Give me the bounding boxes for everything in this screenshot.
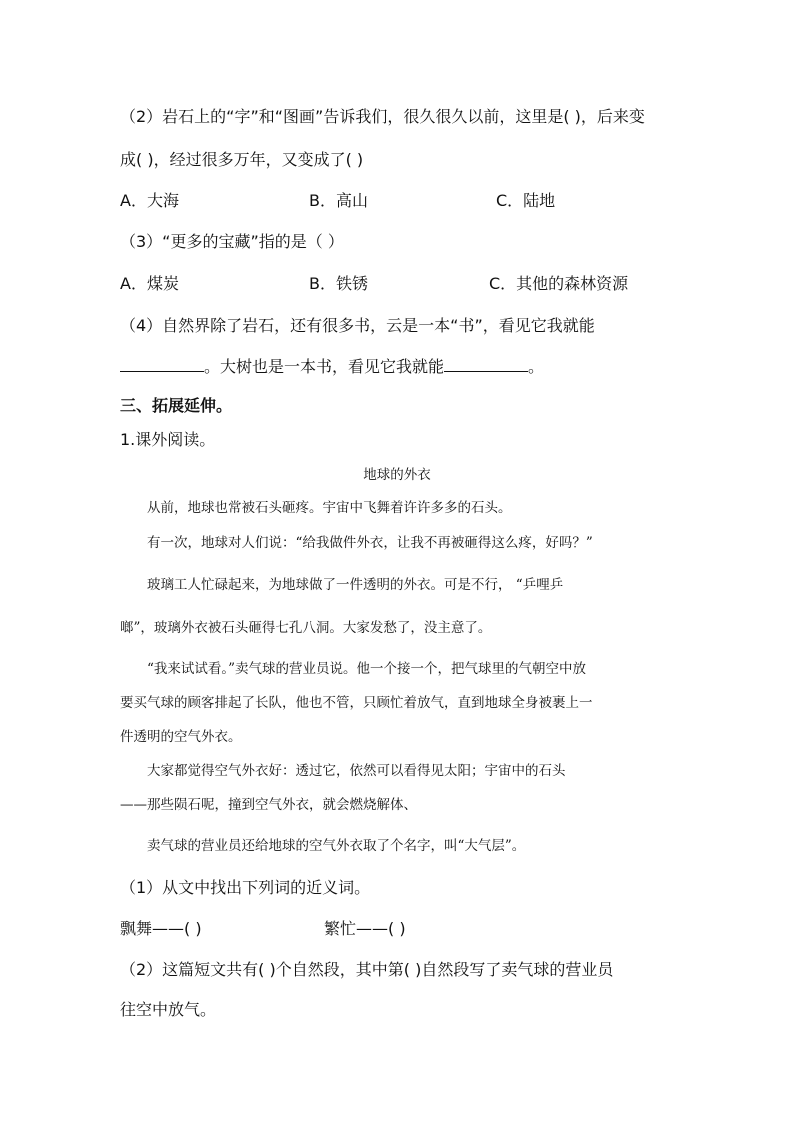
passage-para-4a: “我来试试看。”卖气球的营业员说。他一个接一个，把气球里的气朝空中放 (147, 661, 587, 677)
section-3-heading: 三、拓展延伸。 (120, 396, 233, 415)
qs2-line1: （2）这篇短文共有( )个自然段，其中第( )自然段写了卖气球的营业员 (120, 960, 614, 979)
passage-para-6: 卖气球的营业员还给地球的空气外衣取了个名字，叫“大气层”。 (147, 838, 526, 854)
passage-para-3a: 玻璃工人忙碌起来，为地球做了一件透明的外衣。可是不行， “乒哩乒 (147, 577, 564, 593)
answer-blank-2[interactable] (444, 357, 528, 372)
q4-line2-end: 。 (528, 357, 545, 376)
q4-line2-mid: 。大树也是一本书，看见它我就能 (204, 357, 445, 376)
q4-line1: （4）自然界除了岩石，还有很多书，云是一本“书”，看见它我就能 (120, 316, 595, 335)
q2-line1: （2）岩石上的“字”和“图画”告诉我们，很久很久以前，这里是( )，后来变 (120, 107, 645, 126)
qs2-line2: 往空中放气。 (120, 1000, 217, 1019)
passage-para-4c: 件透明的空气外衣。 (120, 729, 242, 745)
q2-option-c: C．陆地 (496, 191, 556, 210)
q3-line1: （3）“更多的宝藏”指的是（ ） (120, 232, 344, 251)
q3-option-a: A．煤炭 (120, 274, 179, 293)
section-3-subheading: 1.课外阅读。 (120, 430, 216, 449)
q3-option-c: C．其他的森林资源 (489, 274, 629, 293)
passage-para-4b: 要买气球的顾客排起了长队，他也不管，只顾忙着放气，直到地球全身被裹上一 (120, 695, 593, 711)
q2-line2: 成( )，经过很多万年，又变成了( ) (120, 150, 364, 169)
qs1-line1: （1）从文中找出下列词的近义词。 (120, 878, 371, 897)
passage-para-5b: ——那些陨石呢，撞到空气外衣，就会燃烧解体、 (120, 797, 417, 813)
q2-option-b: B．高山 (309, 191, 368, 210)
q4-line2 (120, 357, 544, 377)
passage-para-1: 从前，地球也常被石头砸疼。宇宙中飞舞着许许多多的石头。 (147, 500, 512, 516)
qs1-synonym-right: 繁忙——( ) (324, 919, 406, 938)
passage-para-5a: 大家都觉得空气外衣好：透过它，依然可以看得见太阳；宇宙中的石头 (147, 763, 566, 779)
q3-option-b: B．铁锈 (309, 274, 368, 293)
passage-title: 地球的外衣 (363, 467, 431, 483)
passage-para-2: 有一次，地球对人们说：“给我做件外衣，让我不再被砸得这么疼，好吗？” (147, 535, 593, 551)
passage-para-3b: 啷”，玻璃外衣被石头砸得七孔八洞。大家发愁了，没主意了。 (120, 620, 492, 636)
qs1-synonym-left: 飘舞——( ) (120, 919, 202, 938)
q2-option-a: A．大海 (120, 191, 179, 210)
answer-blank-1[interactable] (120, 357, 204, 372)
